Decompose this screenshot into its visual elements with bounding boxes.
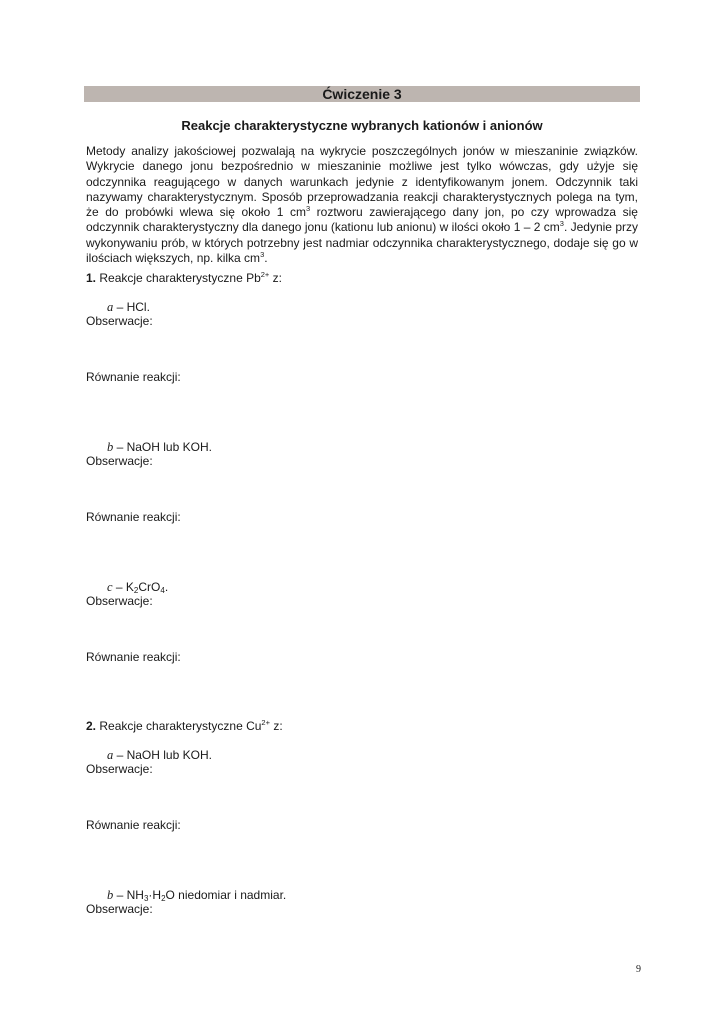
section-1-charge: 2+ — [260, 270, 270, 279]
section-1-number: 1. — [86, 271, 97, 285]
section-2-item-b-observations: Obserwacje: — [86, 902, 153, 916]
intro-text-3: . Jedynie przy wykonywaniu prób, w których potrzebny jest nadmiar odczynnika charakterystycznego, dodaje się go w ilościach większych, np. kilka cm — [86, 220, 638, 266]
page-number: 9 — [636, 964, 641, 975]
section-2-number: 2. — [86, 719, 97, 733]
item-reagent-sub-1: 2 — [133, 586, 139, 595]
section-1-item-b-equation: Równanie reakcji: — [86, 510, 181, 524]
item-reagent-post: O niedomiar i nadmiar. — [165, 888, 287, 902]
section-2-suffix: z: — [269, 719, 283, 733]
section-1-item-a-equation: Równanie reakcji: — [86, 370, 181, 384]
item-reagent-mid: ·H — [148, 888, 162, 902]
section-2-item-a-equation: Równanie reakcji: — [86, 818, 181, 832]
section-1-item-a-observations: Obserwacje: — [86, 314, 153, 328]
intro-sup-1: 3 — [305, 204, 311, 214]
section-1-label: Reakcje charakterystyczne Pb — [96, 271, 261, 285]
section-1-item-c-equation: Równanie reakcji: — [86, 650, 181, 664]
intro-sup-2: 3 — [559, 219, 564, 229]
item-reagent: – HCl. — [113, 300, 150, 314]
item-reagent: – NaOH lub KOH. — [113, 440, 212, 454]
intro-text-1: Metody analizy jakościowej pozwalają na wykrycie poszczególnych jonów w mieszaninie związków. Wykrycie danego jonu bezpośrednio w mieszaninie możliwe jest tylko wówczas, gdy użyje się odczynnika reagującego w danych warunkach jedynie z identyfikowanym jonem. Odczynnik taki nazywamy charakterystycznym. Sposób przeprowadzania reakcji charakterystycznych polega na tym, że do probówki wlewa się około 1 cm — [86, 144, 638, 220]
exercise-subtitle: Reakcje charakterystyczne wybranych kationów i anionów — [181, 118, 543, 133]
section-1-item-b — [107, 440, 212, 455]
intro-paragraph — [86, 144, 638, 266]
section-1-item-b-observations: Obserwacje: — [86, 454, 153, 468]
item-letter: b — [107, 440, 114, 454]
item-reagent-mid: CrO — [138, 580, 161, 594]
intro-sup-3: 3 — [260, 250, 265, 260]
section-1-item-c-observations: Obserwacje: — [86, 594, 153, 608]
section-2-heading — [86, 719, 283, 734]
item-reagent-pre: – NH — [113, 888, 144, 902]
item-letter: c — [107, 580, 113, 594]
item-reagent-sub-2: 2 — [161, 894, 166, 903]
section-2-label: Reakcje charakterystyczne Cu — [96, 719, 262, 733]
item-reagent-sub-1: 3 — [143, 894, 149, 903]
item-reagent-sub-2: 4 — [160, 586, 165, 595]
section-1-suffix: z: — [269, 271, 282, 285]
section-1-item-a — [107, 300, 150, 315]
section-2-item-b — [107, 888, 286, 903]
intro-text-2: roztworu zawierającego dany jon, po czy wprowadza się odczynnik charakterystyczny dla danego jonu (kationu lub anionu) w ilości około 1 – 2 cm — [86, 205, 638, 235]
section-1-item-c — [107, 580, 168, 595]
item-letter: a — [107, 748, 114, 762]
item-letter: b — [107, 888, 114, 902]
item-reagent: – NaOH lub KOH. — [113, 748, 212, 762]
item-letter: a — [107, 300, 114, 314]
intro-text-4: . — [264, 251, 268, 266]
section-2-charge: 2+ — [261, 718, 270, 727]
section-2-item-a — [107, 748, 212, 763]
exercise-title: Ćwiczenie 3 — [84, 86, 640, 102]
item-reagent-pre: – K — [112, 580, 134, 594]
section-1-heading — [86, 271, 282, 286]
section-2-item-a-observations: Obserwacje: — [86, 762, 153, 776]
item-reagent-post: . — [164, 580, 169, 594]
